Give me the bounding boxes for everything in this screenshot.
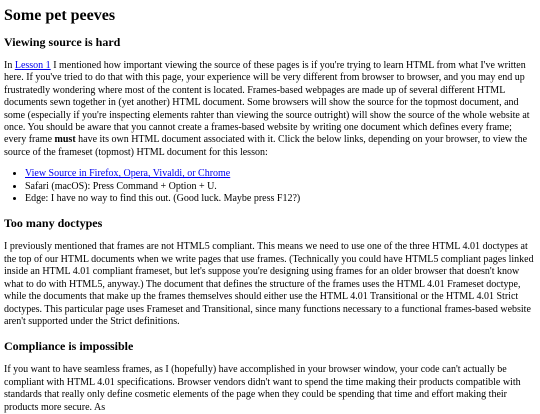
list-item: • Safari (macOS): Press Command + Option + U. [25,181,535,193]
paragraph-doctypes: I previously mentioned that frames are not HTML5 compliant. This means we need to use one of the three HTML 4.01 doctypes at the top of our HTML documents when we write pages that use frames. (Technically you could have HTML5 compliant pages linked inside an HTML 4.01 compliant frameset, but let's suppose you're designing using frames for an older browser that doesn't know what to do with HTML5, anyway.) The document that defines the structure of the frames uses the HTML 4.01 Frameset doctype, while the documents that make up the frames themselves should either use the HTML 4.01 Transitional or the HTML 4.01 Strict doctypes. This particular page uses Frameset and Transitional, since many functions necessary to a functional frames-based website aren't supported under the Strict definitions. [4,241,534,327]
text-fragment: I mentioned how important viewing the source of these pages is if you're trying to learn HTML from what I've written here. If you've tried to do that with this page, your experience will be very different from browser to browser, and you may end up frustratedly wondering where most of the content is located. Frames-based webpages are made up of several different HTML documents sewn together in (yet another) HTML document. Some browsers will show the source for the topmost document, and some (especially if you're inspecting elements rahter than viewing the source outright) will show the source of the whole website at once. You should be aware that you cannot create a frames-based website by writing one document which defines every frame; every frame [4,60,530,146]
paragraph-compliance: If you want to have seamless frames, as I (hopefully) have accomplished in your browser window, your code can't actually be compliant with HTML 4.01 specifications. Browser vendors didn't want to spend the time making their products compatible with standards that really only define cosmetic elements of the page when they could be spending that time and effort making their products more secure. As [4,364,521,413]
text-fragment: have its own HTML document associated with it. Click the below links, depending on your browser, to view the source of the frameset (topmost) HTML document for this lesson: [4,134,528,158]
list-item [25,168,535,180]
section-heading-compliance: Compliance is impossible [4,339,134,354]
view-source-link[interactable]: View Source in Firefox, Opera, Vivaldi, or Chrome [25,168,231,180]
text-fragment: In [4,60,15,71]
paragraph-viewing-source [4,60,535,159]
list-item: • Edge: I have no way to find this out. (Good luck. Maybe press F12?) [25,193,535,205]
section-heading-doctypes: Too many doctypes [4,216,103,231]
view-source-list [4,168,535,205]
lesson-1-link[interactable]: Lesson 1 [14,60,51,71]
emphasis-must: must [54,134,76,146]
page-title: Some pet peeves [4,7,116,24]
section-heading-viewing-source: Viewing source is hard [4,35,121,49]
